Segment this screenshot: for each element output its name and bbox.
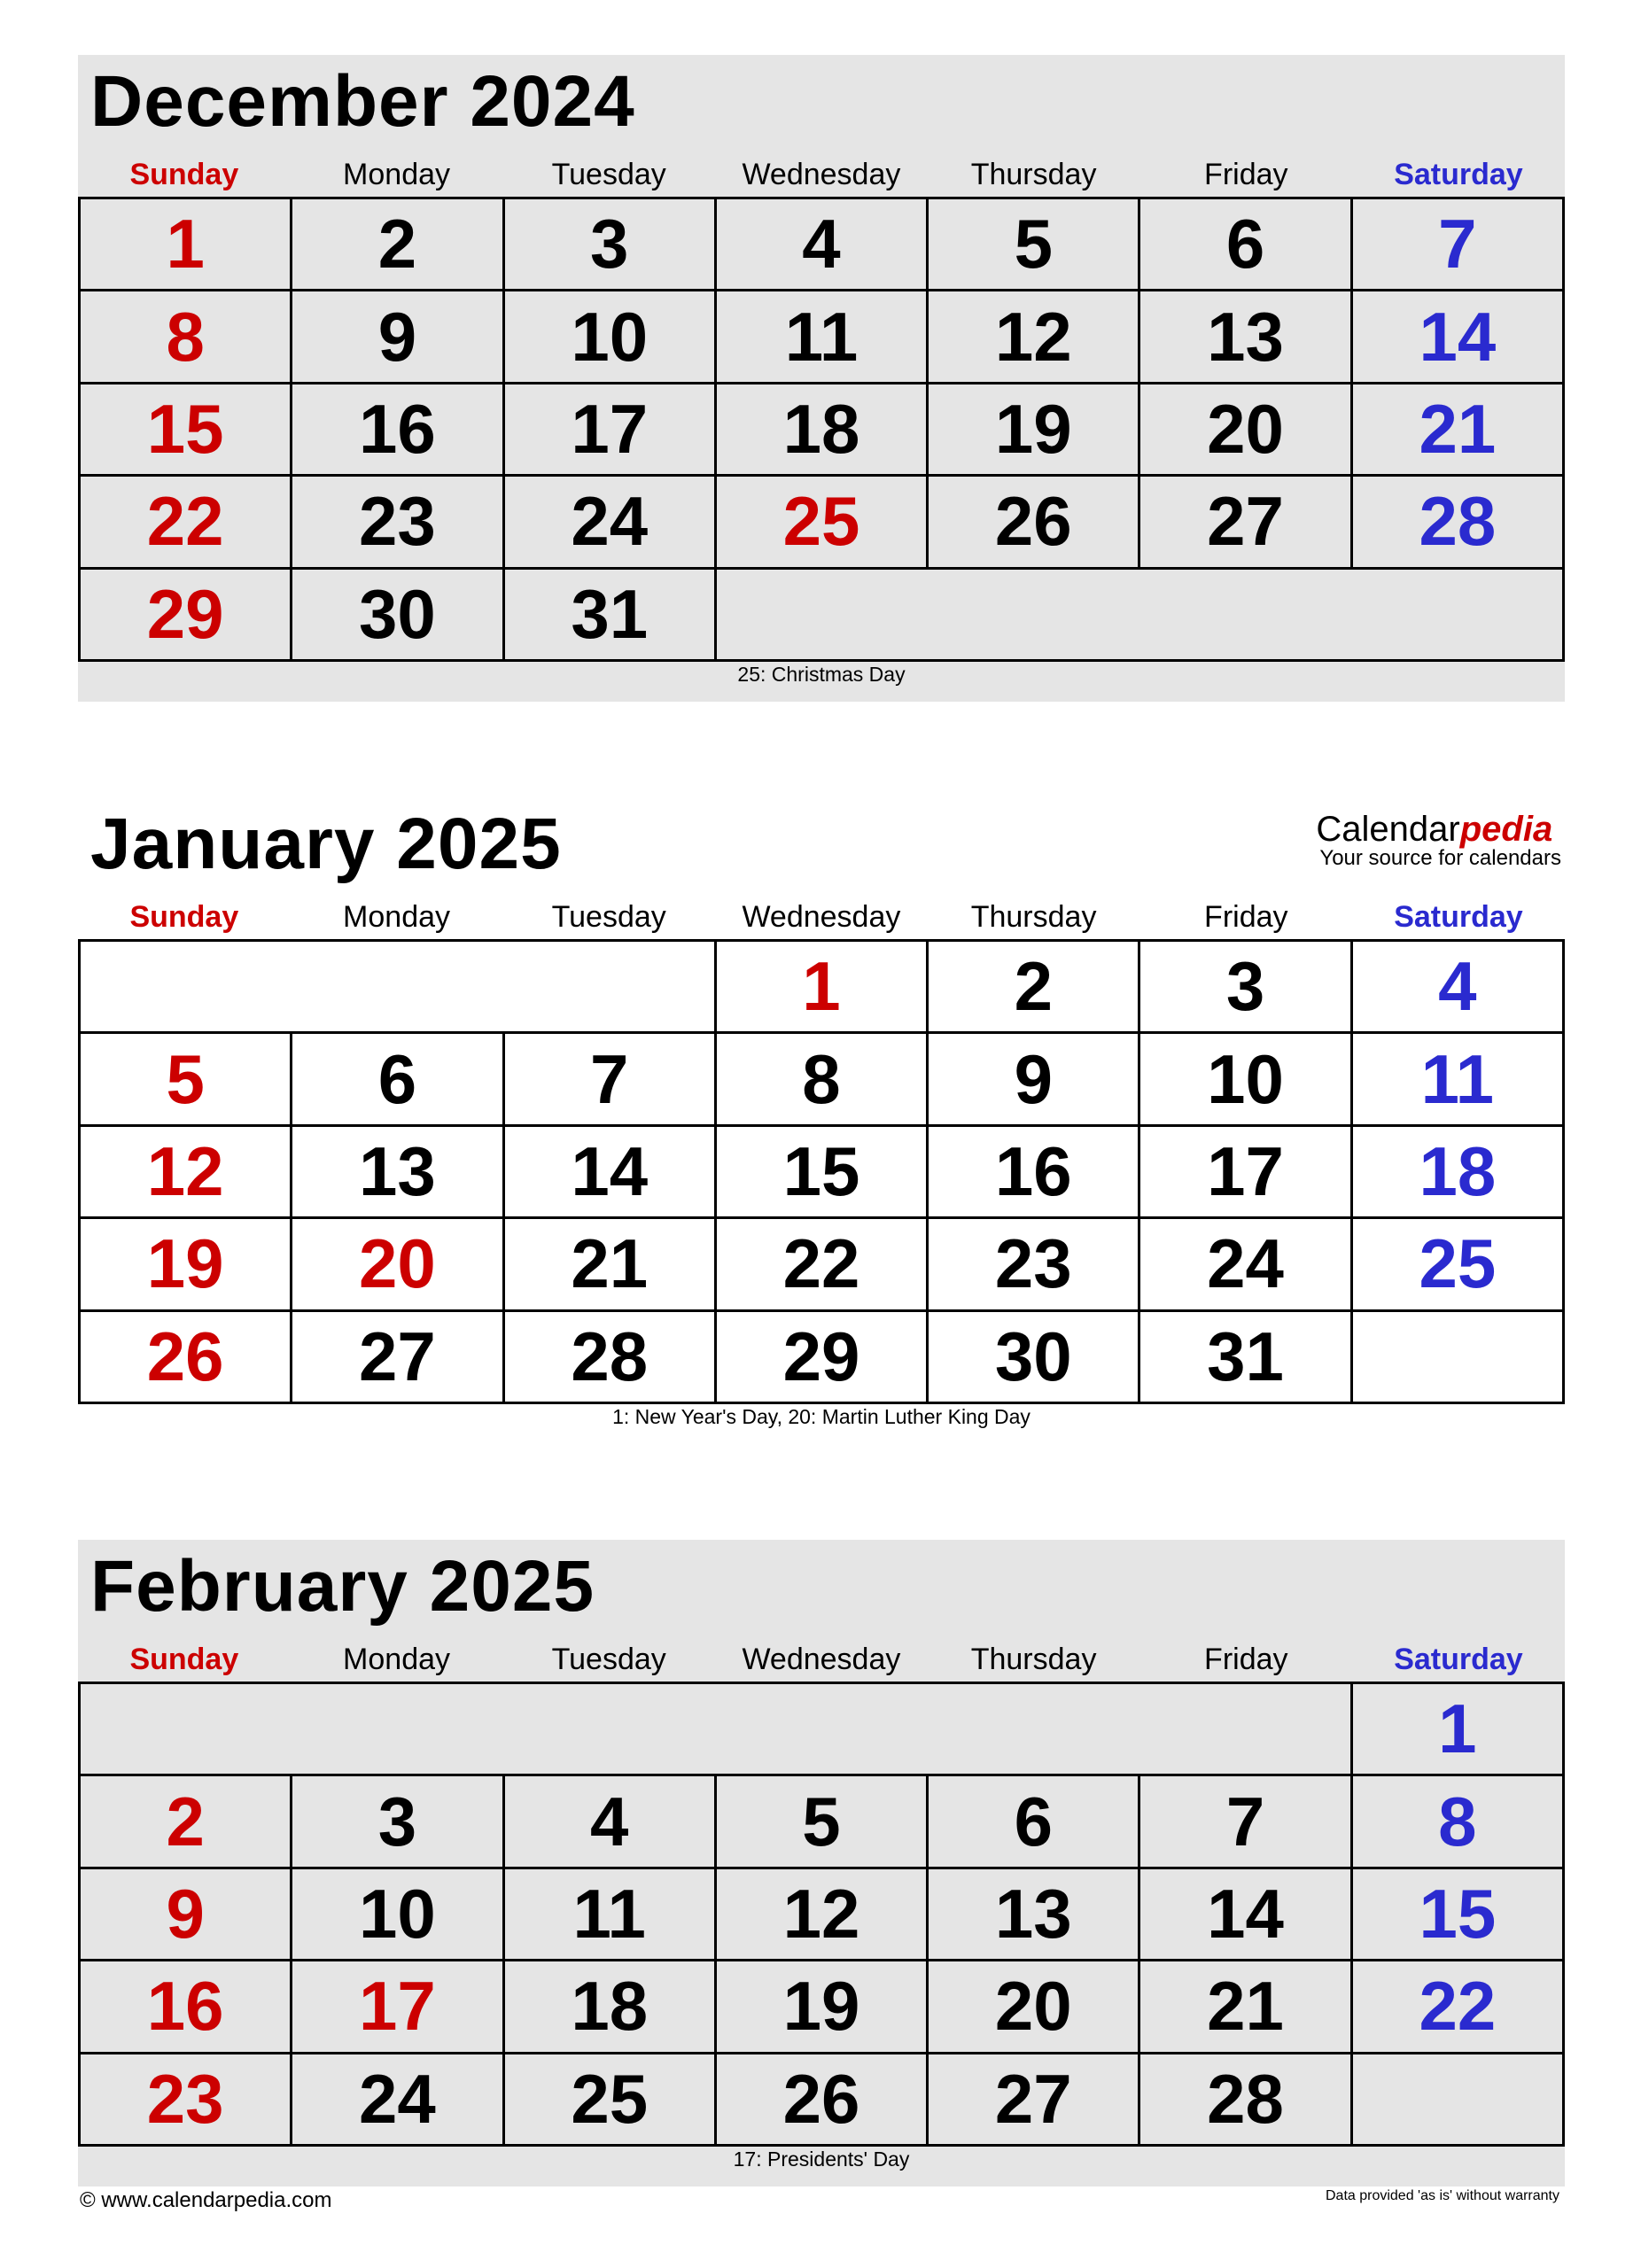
day-cell: 11: [505, 1869, 717, 1961]
day-cell: 14: [505, 1127, 717, 1219]
day-cell: 8: [1353, 1776, 1565, 1868]
day-cell: 10: [505, 291, 717, 384]
day-cell: 24: [292, 2054, 504, 2147]
day-cell: 2: [292, 199, 504, 291]
day-cell: 22: [717, 1219, 929, 1311]
weekday-header: Sunday: [129, 158, 239, 191]
day-cell: 25: [1353, 1219, 1565, 1311]
logo-tagline: Your source for calendars: [1319, 846, 1561, 870]
month-block: [78, 55, 1565, 711]
day-cell: 26: [717, 2054, 929, 2147]
day-cell: 18: [717, 384, 929, 477]
day-cell: 3: [505, 199, 717, 291]
weekday-header: Tuesday: [551, 900, 666, 934]
day-cell: 3: [1140, 942, 1352, 1034]
weekday-header: Tuesday: [551, 1643, 666, 1676]
day-cell: 17: [292, 1961, 504, 2054]
empty-day-cell: [1353, 2054, 1565, 2147]
day-cell: 15: [1353, 1869, 1565, 1961]
empty-day-cell: [81, 942, 292, 1034]
day-cell: 31: [505, 570, 717, 662]
day-grid: [78, 1682, 1565, 2147]
holiday-note: 17: Presidents' Day: [733, 2148, 910, 2171]
day-cell: 10: [1140, 1034, 1352, 1126]
day-cell: 16: [929, 1127, 1140, 1219]
empty-day-cell: [505, 1684, 717, 1776]
weekday-header: Thursday: [970, 1643, 1097, 1676]
day-cell: 4: [1353, 942, 1565, 1034]
week-row: [81, 384, 1565, 477]
day-cell: 6: [1140, 199, 1352, 291]
day-cell: 7: [1353, 199, 1565, 291]
day-cell: 4: [505, 1776, 717, 1868]
month-title: February 2025: [90, 1546, 595, 1627]
day-cell: 28: [1353, 477, 1565, 569]
logo-wordmark-main: Calendar: [1316, 810, 1460, 849]
day-cell: 14: [1140, 1869, 1352, 1961]
empty-day-cell: [717, 1684, 929, 1776]
day-cell: 8: [717, 1034, 929, 1126]
day-cell: 17: [505, 384, 717, 477]
day-cell: 12: [717, 1869, 929, 1961]
day-cell: 16: [81, 1961, 292, 2054]
day-cell: 9: [292, 291, 504, 384]
day-cell: 1: [1353, 1684, 1565, 1776]
day-grid: [78, 197, 1565, 662]
day-cell: 12: [929, 291, 1140, 384]
weekday-header: Wednesday: [742, 900, 901, 934]
day-cell: 29: [717, 1312, 929, 1404]
day-cell: 22: [1353, 1961, 1565, 2054]
day-cell: 13: [929, 1869, 1140, 1961]
day-cell: 12: [81, 1127, 292, 1219]
week-row: [81, 1219, 1565, 1311]
day-cell: 26: [81, 1312, 292, 1404]
day-cell: 22: [81, 477, 292, 569]
weekday-header: Monday: [343, 158, 451, 191]
day-cell: 15: [717, 1127, 929, 1219]
day-cell: 30: [929, 1312, 1140, 1404]
day-cell: 21: [505, 1219, 717, 1311]
empty-day-cell: [1140, 1684, 1352, 1776]
day-cell: 2: [81, 1776, 292, 1868]
month-title: December 2024: [90, 61, 635, 142]
weekday-header: Thursday: [970, 158, 1097, 191]
day-cell: 19: [717, 1961, 929, 2054]
empty-day-cell: [1140, 570, 1352, 662]
day-cell: 8: [81, 291, 292, 384]
day-cell: 4: [717, 199, 929, 291]
day-grid: [78, 939, 1565, 1404]
day-cell: 21: [1140, 1961, 1352, 2054]
day-cell: 31: [1140, 1312, 1352, 1404]
day-cell: 25: [717, 477, 929, 569]
day-cell: 1: [717, 942, 929, 1034]
day-cell: 13: [1140, 291, 1352, 384]
day-cell: 21: [1353, 384, 1565, 477]
day-cell: 5: [81, 1034, 292, 1126]
day-cell: 16: [292, 384, 504, 477]
footer-disclaimer: Data provided 'as is' without warranty: [1325, 2188, 1559, 2203]
week-row: [81, 1961, 1565, 2054]
day-cell: 27: [929, 2054, 1140, 2147]
day-cell: 11: [717, 291, 929, 384]
day-cell: 7: [1140, 1776, 1352, 1868]
holiday-note: 25: Christmas Day: [737, 663, 906, 686]
day-cell: 11: [1353, 1034, 1565, 1126]
empty-day-cell: [1353, 570, 1565, 662]
day-cell: 5: [929, 199, 1140, 291]
weekday-header: Monday: [343, 1643, 451, 1676]
week-row: [81, 1127, 1565, 1219]
weekday-header: Thursday: [970, 900, 1097, 934]
day-cell: 9: [929, 1034, 1140, 1126]
footer-copyright: © www.calendarpedia.com: [80, 2188, 332, 2212]
day-cell: 1: [81, 199, 292, 291]
day-cell: 10: [292, 1869, 504, 1961]
day-cell: 27: [292, 1312, 504, 1404]
weekday-header: Friday: [1204, 900, 1288, 934]
day-cell: 20: [1140, 384, 1352, 477]
weekday-header: Friday: [1204, 1643, 1288, 1676]
empty-day-cell: [1353, 1312, 1565, 1404]
logo-wordmark: [1316, 812, 1561, 847]
weekday-header-row: [78, 900, 1565, 939]
weekday-header-row: [78, 158, 1565, 197]
day-cell: 27: [1140, 477, 1352, 569]
holiday-note: 1: New Year's Day, 20: Martin Luther King Day: [612, 1405, 1030, 1428]
weekday-header: Sunday: [129, 1643, 239, 1676]
week-row: [81, 942, 1565, 1034]
weekday-header: Friday: [1204, 158, 1288, 191]
day-cell: 2: [929, 942, 1140, 1034]
month-block: [78, 1540, 1565, 2195]
week-row: [81, 1034, 1565, 1126]
logo-wordmark-accent: pedia: [1459, 810, 1553, 849]
day-cell: 28: [1140, 2054, 1352, 2147]
week-row: [81, 1312, 1565, 1404]
day-cell: 9: [81, 1869, 292, 1961]
weekday-header-row: [78, 1643, 1565, 1682]
day-cell: 25: [505, 2054, 717, 2147]
weekday-header: Saturday: [1394, 1643, 1523, 1676]
day-cell: 24: [505, 477, 717, 569]
empty-day-cell: [717, 570, 929, 662]
day-cell: 24: [1140, 1219, 1352, 1311]
day-cell: 29: [81, 570, 292, 662]
day-cell: 23: [929, 1219, 1140, 1311]
week-row: [81, 477, 1565, 569]
day-cell: 20: [929, 1961, 1140, 2054]
calendarpedia-logo: [1316, 812, 1561, 870]
week-row: [81, 291, 1565, 384]
weekday-header: Wednesday: [742, 158, 901, 191]
day-cell: 23: [292, 477, 504, 569]
week-row: [81, 2054, 1565, 2147]
day-cell: 19: [929, 384, 1140, 477]
week-row: [81, 199, 1565, 291]
day-cell: 26: [929, 477, 1140, 569]
day-cell: 18: [505, 1961, 717, 2054]
week-row: [81, 1776, 1565, 1868]
day-cell: 14: [1353, 291, 1565, 384]
day-cell: 5: [717, 1776, 929, 1868]
day-cell: 6: [292, 1034, 504, 1126]
day-cell: 13: [292, 1127, 504, 1219]
weekday-header: Wednesday: [742, 1643, 901, 1676]
weekday-header: Sunday: [129, 900, 239, 934]
week-row: [81, 1684, 1565, 1776]
week-row: [81, 1869, 1565, 1961]
empty-day-cell: [929, 1684, 1140, 1776]
day-cell: 3: [292, 1776, 504, 1868]
empty-day-cell: [929, 570, 1140, 662]
day-cell: 7: [505, 1034, 717, 1126]
empty-day-cell: [292, 1684, 504, 1776]
weekday-header: Saturday: [1394, 900, 1523, 934]
weekday-header: Monday: [343, 900, 451, 934]
day-cell: 28: [505, 1312, 717, 1404]
empty-day-cell: [292, 942, 504, 1034]
month-block: [78, 797, 1565, 1453]
month-title: January 2025: [90, 804, 562, 884]
empty-day-cell: [81, 1684, 292, 1776]
empty-day-cell: [505, 942, 717, 1034]
week-row: [81, 570, 1565, 662]
day-cell: 23: [81, 2054, 292, 2147]
day-cell: 18: [1353, 1127, 1565, 1219]
weekday-header: Tuesday: [551, 158, 666, 191]
day-cell: 6: [929, 1776, 1140, 1868]
day-cell: 30: [292, 570, 504, 662]
weekday-header: Saturday: [1394, 158, 1523, 191]
day-cell: 20: [292, 1219, 504, 1311]
day-cell: 19: [81, 1219, 292, 1311]
day-cell: 15: [81, 384, 292, 477]
day-cell: 17: [1140, 1127, 1352, 1219]
